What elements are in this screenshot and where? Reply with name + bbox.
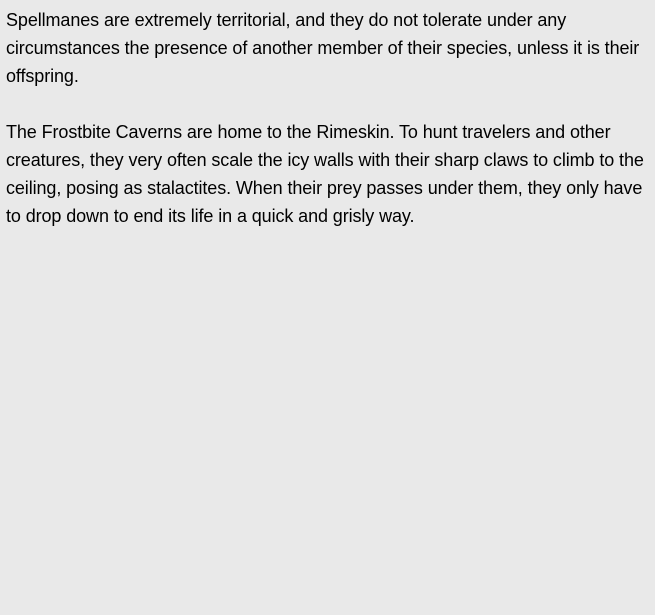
paragraph-rimeskin: The Frostbite Caverns are home to the Rimeskin. To hunt travelers and other creatures, they very often scale the icy walls with their sharp claws to climb to the ceiling, posing as stalactites. When their prey passes under them, they only have to drop down to end its life in a quick and grisly way. — [6, 122, 644, 226]
paragraph-spellmanes: Spellmanes are extremely territorial, and they do not tolerate under any circumstances the presence of another member of their species, unless it is their offspring. — [6, 10, 640, 86]
